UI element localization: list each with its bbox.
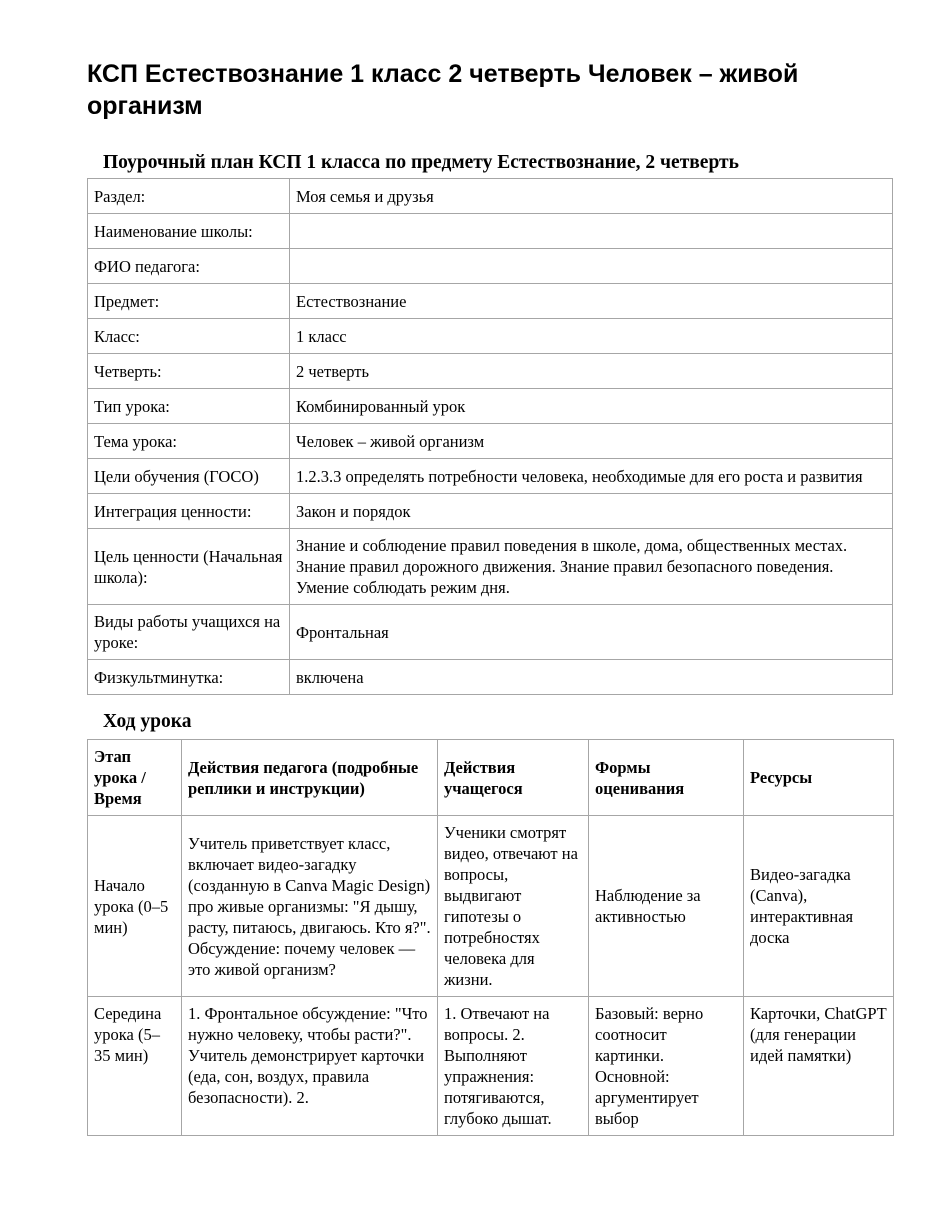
info-row (88, 319, 893, 354)
resources-cell: Карточки, ChatGPT (для генерации идей памятки) (744, 997, 894, 1136)
header-student-actions: Действия учащегося (438, 740, 589, 816)
info-value: Фронтальная (290, 605, 893, 660)
info-row (88, 660, 893, 695)
info-value: Закон и порядок (290, 494, 893, 529)
info-label: ФИО педагога: (88, 249, 290, 284)
info-row (88, 284, 893, 319)
student-actions-cell: Ученики смотрят видео, отвечают на вопросы, выдвигают гипотезы о потребностях человека для жизни. (438, 816, 589, 997)
assessment-cell: Наблюдение за активностью (589, 816, 744, 997)
stage-cell: Середина урока (5–35 мин) (88, 997, 182, 1136)
info-value: Знание и соблюдение правил поведения в школе, дома, общественных местах. Знание правил дорожного движения. Знание правил безопасного поведения. Умение соблюдать режим дня. (290, 529, 893, 605)
info-label: Предмет: (88, 284, 290, 319)
lesson-row (88, 997, 894, 1136)
info-value: Человек – живой организм (290, 424, 893, 459)
info-row (88, 214, 893, 249)
info-row (88, 605, 893, 660)
teacher-actions-cell: 1. Фронтальное обсуждение: "Что нужно человеку, чтобы расти?". Учитель демонстрирует карточки (еда, сон, воздух, правила безопасности). 2. (182, 997, 438, 1136)
info-value: Комбинированный урок (290, 389, 893, 424)
info-label: Тема урока: (88, 424, 290, 459)
student-actions-cell: 1. Отвечают на вопросы. 2. Выполняют упражнения: потягиваются, глубоко дышат. (438, 997, 589, 1136)
plan-heading: Поурочный план КСП 1 класса по предмету Естествознание, 2 четверть (103, 152, 739, 173)
info-label: Четверть: (88, 354, 290, 389)
info-row (88, 494, 893, 529)
info-label: Цель ценности (Начальная школа): (88, 529, 290, 605)
info-value: 2 четверть (290, 354, 893, 389)
resources-cell: Видео-загадка (Canva), интерактивная доска (744, 816, 894, 997)
info-label: Наименование школы: (88, 214, 290, 249)
info-row (88, 249, 893, 284)
document-title: КСП Естествознание 1 класс 2 четверть Человек – живой организм (87, 60, 799, 120)
info-value: 1 класс (290, 319, 893, 354)
info-row (88, 424, 893, 459)
info-label: Виды работы учащихся на уроке: (88, 605, 290, 660)
info-label: Тип урока: (88, 389, 290, 424)
info-label: Раздел: (88, 179, 290, 214)
header-resources: Ресурсы (744, 740, 894, 816)
teacher-actions-cell: Учитель приветствует класс, включает видео-загадку (созданную в Canva Magic Design) про живые организмы: "Я дышу, расту, питаюсь, двигаюсь. Кто я?". Обсуждение: почему человек — это живой организм? (182, 816, 438, 997)
info-table (87, 178, 893, 695)
info-row (88, 354, 893, 389)
info-row (88, 179, 893, 214)
info-label: Класс: (88, 319, 290, 354)
document-page (87, 58, 893, 1136)
header-stage: Этап урока / Время (88, 740, 182, 816)
info-value: включена (290, 660, 893, 695)
info-row (88, 459, 893, 494)
header-assessment: Формы оценивания (589, 740, 744, 816)
info-value: 1.2.3.3 определять потребности человека, необходимые для его роста и развития (290, 459, 893, 494)
info-label: Физкультминутка: (88, 660, 290, 695)
info-value: Моя семья и друзья (290, 179, 893, 214)
info-row (88, 529, 893, 605)
info-value (290, 249, 893, 284)
info-row (88, 389, 893, 424)
info-label: Интеграция ценности: (88, 494, 290, 529)
info-value (290, 214, 893, 249)
lesson-row (88, 816, 894, 997)
info-value: Естествознание (290, 284, 893, 319)
stage-cell: Начало урока (0–5 мин) (88, 816, 182, 997)
header-teacher-actions: Действия педагога (подробные реплики и инструкции) (182, 740, 438, 816)
assessment-cell: Базовый: верно соотносит картинки. Основной: аргументирует выбор (589, 997, 744, 1136)
lesson-heading: Ход урока (103, 711, 192, 732)
lesson-table (87, 739, 894, 1136)
info-label: Цели обучения (ГОСО) (88, 459, 290, 494)
lesson-header-row (88, 740, 894, 816)
